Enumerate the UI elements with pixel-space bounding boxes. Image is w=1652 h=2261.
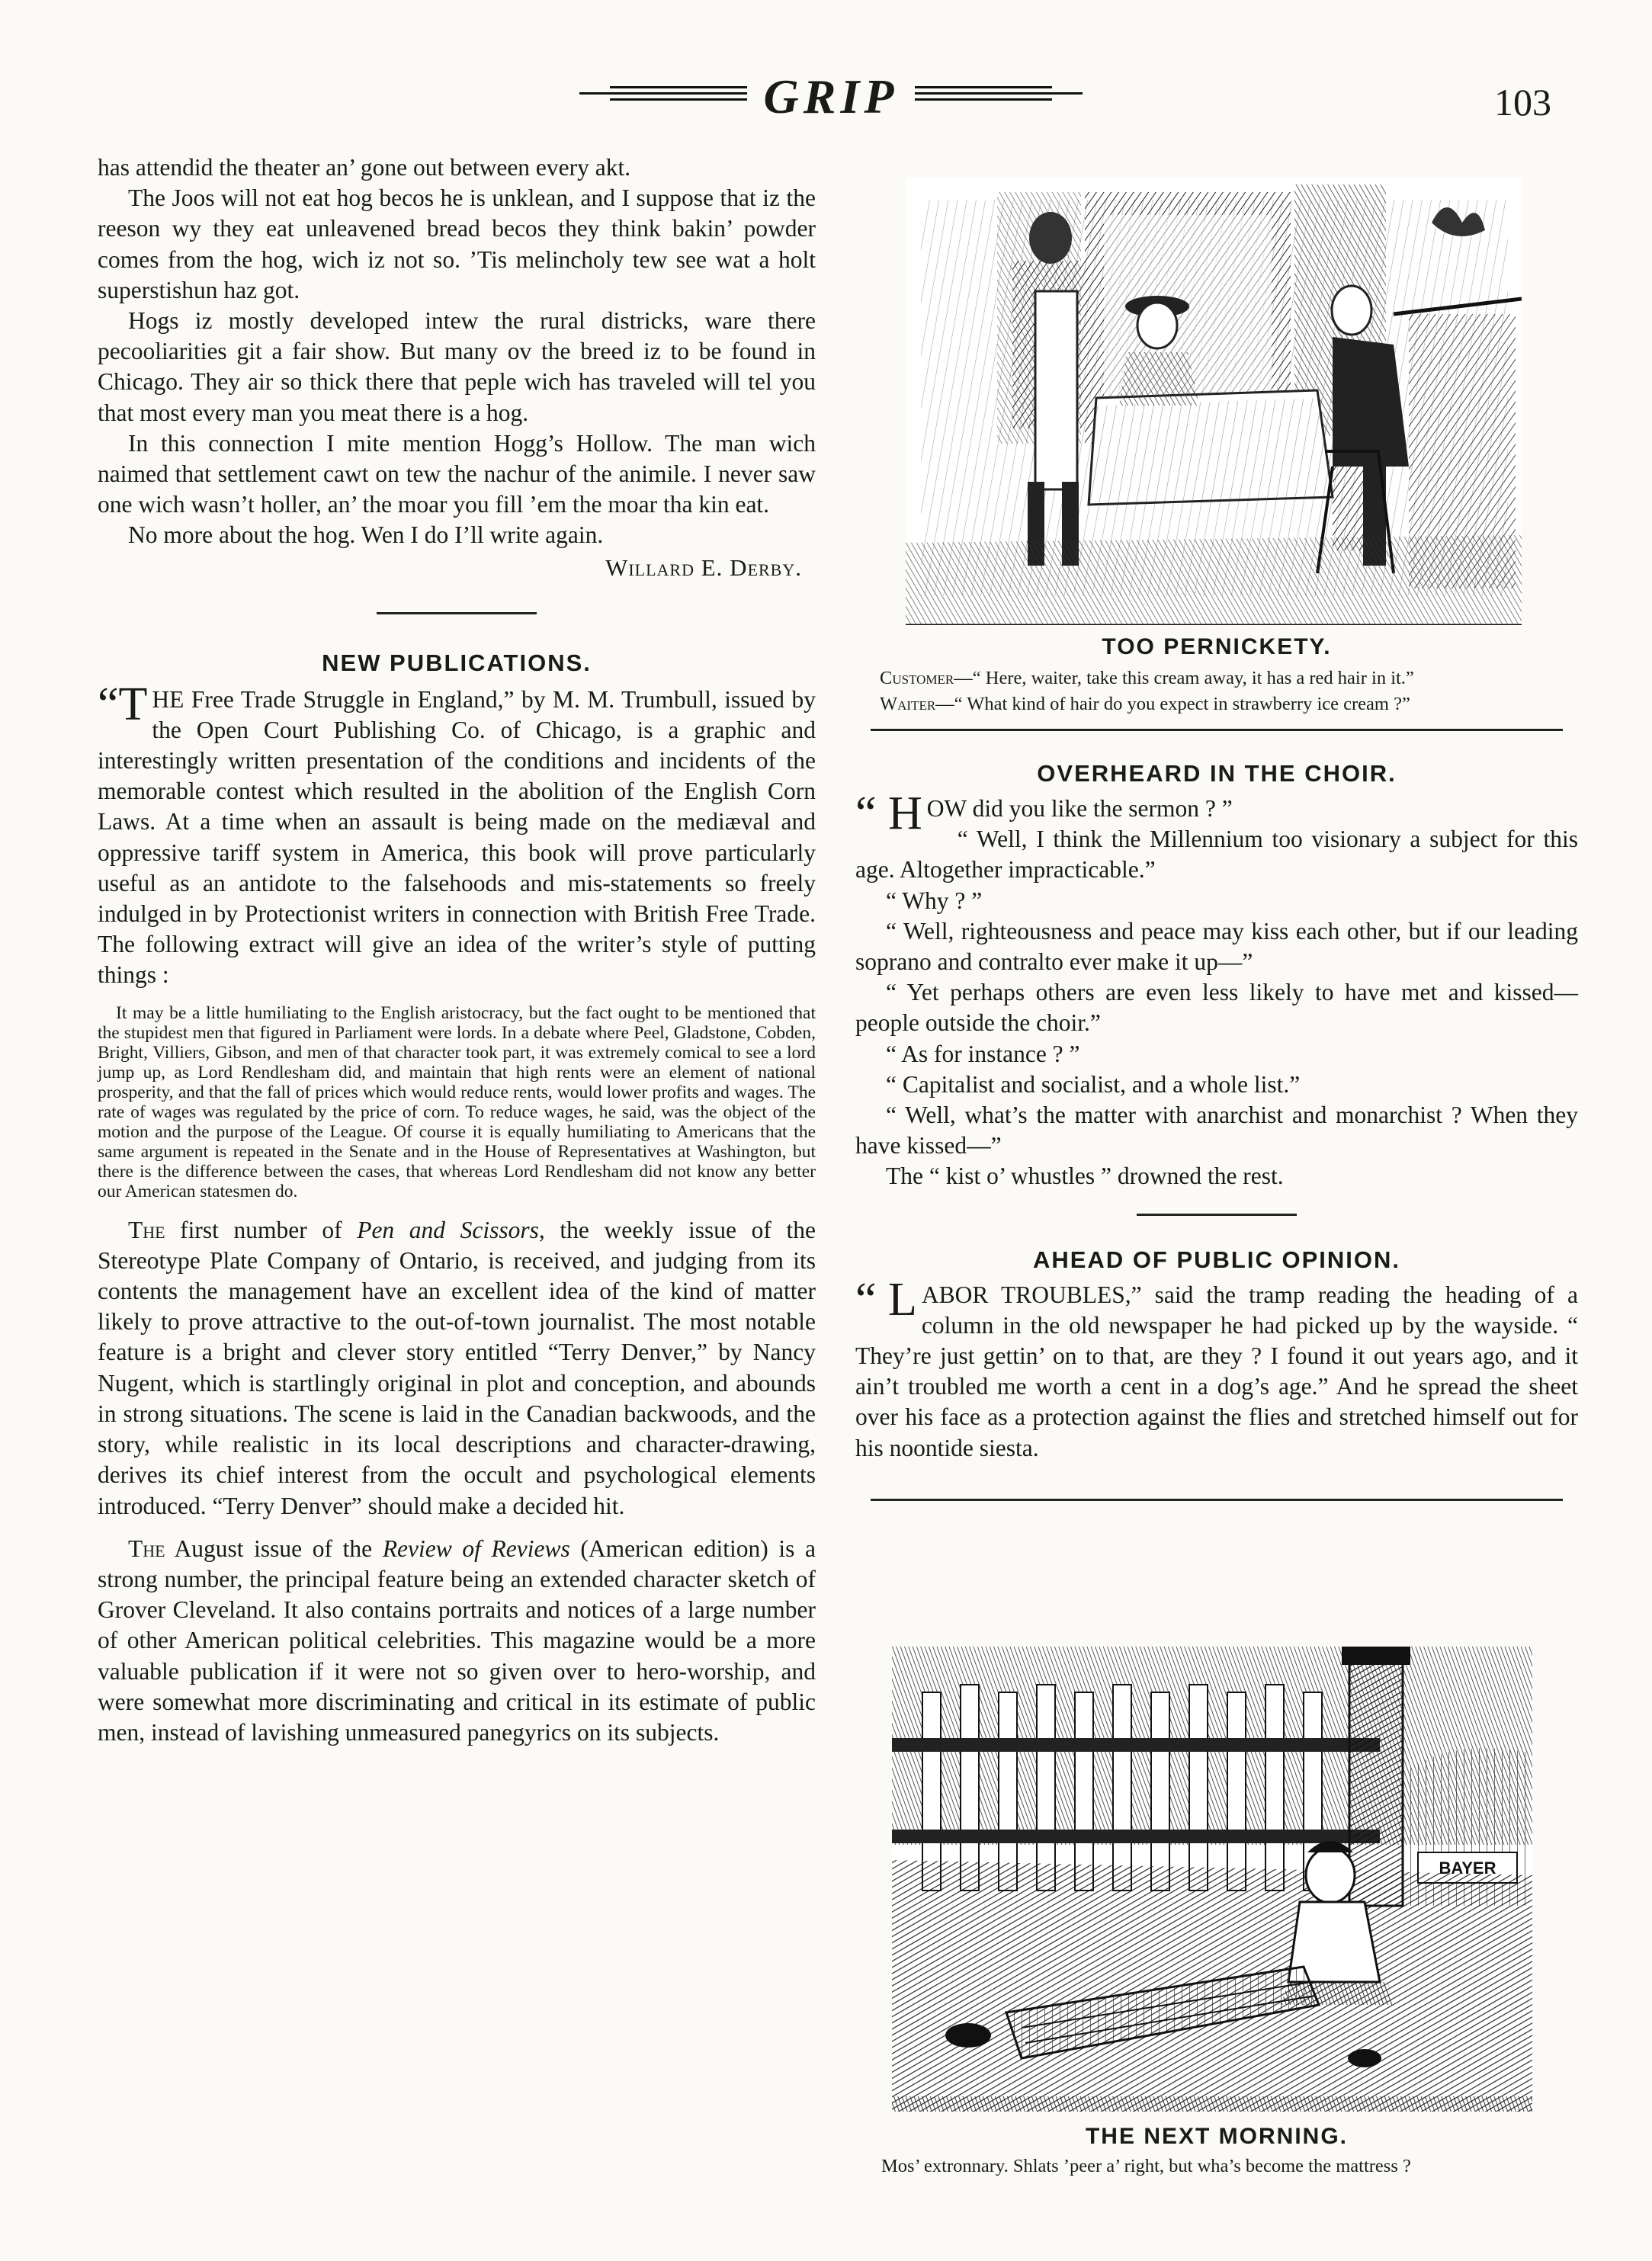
publication-title: Review of Reviews <box>382 1535 570 1562</box>
choir-line: “ Capitalist and socialist, and a whole list.” <box>886 1070 1301 1098</box>
left-column <box>98 152 816 1748</box>
hog-paragraph: has attendid the theater an’ gone out between every akt. <box>98 154 631 181</box>
labor-heading: AHEAD OF PUBLIC OPINION. <box>1032 1246 1400 1273</box>
next-morning-illustration <box>892 1647 1532 2112</box>
choir-line: “ Why ? ” <box>886 887 983 914</box>
lead-word: The <box>128 1216 165 1243</box>
choir-line: “ As for instance ? ” <box>886 1040 1080 1067</box>
choir-article: “ H OW did you like the sermon ? ” “ Well, I think the Millennium too visionary a subject for this age. Altogether impracticable.” “ Why ? ” “ Well, righteousness and peace may kiss each other, but if our leading soprano and contralto ever make it up—” “ Yet perhaps others are even less likely to have met and kissed—people outside the choir.” “ As for instance ? ” “ Capitalist and socialist, and a whole list.” “ Well, what’s the matter with anarchist and monarchist ? When they have kissed—” The “ kist o’ whustles ” drowned the rest. <box>855 794 1578 1192</box>
drop-cap: “ L <box>855 1273 917 1326</box>
hog-paragraph: Hogs iz mostly developed intew the rural districks, ware there pecooliarities git a fair show. But many ov the breed iz to be found in Chicago. They air so thick there that peple wich has traveled will tel you that most every man you meat there is a hog. <box>98 307 816 426</box>
intro-text: HE Free Trade Struggle in England,” by M. M. Trumbull, issued by the Open Court Publishing Co. of Chicago, is a graphic and interestingly written presentation of the conditions and incidents of the memorable contest which resulted in the abolition of the English Corn Laws. At a time when an assault is being made on the mediæval and oppressive tariff system in America, this book will prove particularly useful as an antidote to the falsehoods and mis-statements so freely indulged in by Protectionist writers in connection with British Free Trade. The following extract will give an idea of the writer’s style of putting things : <box>98 685 816 989</box>
section-divider <box>871 1499 1563 1501</box>
too-pernickety-illustration <box>906 177 1522 625</box>
cartoon-caption: Customer—“ Here, waiter, take this cream away, it has a red hair in it.” Waiter—“ What kind of hair do you expect in strawberry ice cream ?” <box>880 668 1414 714</box>
section-divider <box>377 612 537 614</box>
article-signature: Willard E. Derby. <box>605 553 802 581</box>
hog-paragraph: No more about the hog. Wen I do I’ll write again. <box>128 521 604 549</box>
book-extract <box>98 1003 816 1201</box>
too-pernickety-caption-block <box>855 634 1578 1501</box>
new-publications-intro <box>98 678 816 991</box>
drop-cap: “T <box>98 678 148 730</box>
cartoon-title: THE NEXT MORNING. <box>1085 2124 1348 2149</box>
masthead-left-rule <box>579 86 747 109</box>
choir-line: The “ kist o’ whustles ” drowned the rest. <box>886 1163 1284 1190</box>
choir-line: “ Well, righteousness and peace may kiss each other, but if our leading soprano and contralto ever make it up—” <box>855 917 1578 976</box>
hog-paragraph: In this connection I mite mention Hogg’s Hollow. The man wich naimed that settlement cawt on tew the nachur of the animile. I never saw one wich wasn’t holler, an’ the moar you fill ’em the moar tha kin eat. <box>98 429 816 518</box>
hog-paragraph: The Joos will not eat hog becos he is unklean, and I suppose that iz the reeson wy they eat unleavened bread becos they think bakin’ powder comes from the hog, wich iz not so. ’Tis melincholy tew see wat a holt superstishun haz got. <box>98 184 816 303</box>
wall-sign-text: BAYER <box>1439 1859 1496 1878</box>
extract-text: It may be a little humiliating to the English aristocracy, but the fact ought to be mentioned that the stupidest men that figured in Parliament were lords. In a debate where Peel, Gladstone, Cobden, Bright, Villiers, Gibson, and men of that character took part, it was extremely comical to see a lord jump up, as Lord Rendlesham did, and maintain that high rents were an element of national prosperity, and that the fall of prices which would reduce rents, would lower profits and wages. The rate of wages was regulated by the price of corn. To reduce wages, he said, was the object of the motion and the purpose of the League. Of course it is equally humiliating to Americans that the same argument is repeated in the Senate and in the House of Representatives at Washington, but there is the difference between the cases, that whereas Lord Rendlesham did not know any better our American statesmen do. <box>98 1002 816 1201</box>
cartoon-title: TOO PERNICKETY. <box>1102 634 1332 659</box>
publication-title: Pen and Scissors <box>357 1216 539 1243</box>
next-morning-caption-block <box>855 2124 1578 2177</box>
masthead-right-rule <box>915 86 1083 109</box>
choir-line: “ Well, I think the Millennium too visionary a subject for this age. Altogether impracticable.” <box>855 826 1578 884</box>
drop-cap: “ H <box>855 787 922 839</box>
new-publications-heading: NEW PUBLICATIONS. <box>322 649 592 676</box>
review-of-reviews-notice: The August issue of the Review of Reviews (American edition) is a strong number, the principal feature being an extended character sketch of Grover Cleveland. It also contains portraits and notices of a large number of other American political celebrities. This magazine would be a more valuable publication if it were not so given over to hero-worship, and were somewhat more discriminating and critical in its estimate of public men, instead of lavishing unmeasured panegyrics on its subjects. <box>98 1535 816 1746</box>
section-divider <box>1137 1214 1297 1216</box>
speaker-label: Customer <box>880 668 954 688</box>
choir-line: “ Well, what’s the matter with anarchist and monarchist ? When they have kissed—” <box>855 1102 1578 1159</box>
masthead-title: GRIP <box>763 69 899 123</box>
speaker-label: Waiter <box>880 694 936 714</box>
hog-article <box>98 152 816 551</box>
cartoon-caption: Mos’ extronnary. Shlats ’peer a’ right, but wha’s become the mattress ? <box>881 2156 1411 2176</box>
section-divider <box>871 729 1563 731</box>
labor-article: “ L ABOR TROUBLES,” said the tramp reading the heading of a column in the old newspaper he had picked up by the wayside. “ They’re just gettin’ on to that, are they ? I found it out years ago, and it ain’t troubled me worth a cent in a dog’s age.” And he spread the sheet over his face as a protection against the flies and stretched himself out for his noontide siesta. <box>855 1273 1578 1461</box>
masthead <box>579 69 1083 126</box>
page-number: 103 <box>1494 81 1551 123</box>
pen-and-scissors-review: The first number of Pen and Scissors, the weekly issue of the Stereotype Plate Company of Ontario, is received, and judging from its contents the management have an excellent idea of the kind of matter likely to prove attractive to the out-of-town journalist. The most notable feature is a bright and clever story entitled “Terry Denver,” by Nancy Nugent, which is startlingly original in plot and conception, and abounds in strong situations. The scene is laid in the Canadian backwoods, and the story, while realistic in its local descriptions and character-drawing, derives its chief interest from the occult and psychological elements introduced. “Terry Denver” should make a decided hit. <box>98 1216 816 1519</box>
lead-word: The <box>128 1535 165 1562</box>
choir-line: “ Yet perhaps others are even less likely to have met and kissed—people outside the choir.” <box>855 979 1578 1037</box>
choir-heading: OVERHEARD IN THE CHOIR. <box>1037 760 1397 787</box>
